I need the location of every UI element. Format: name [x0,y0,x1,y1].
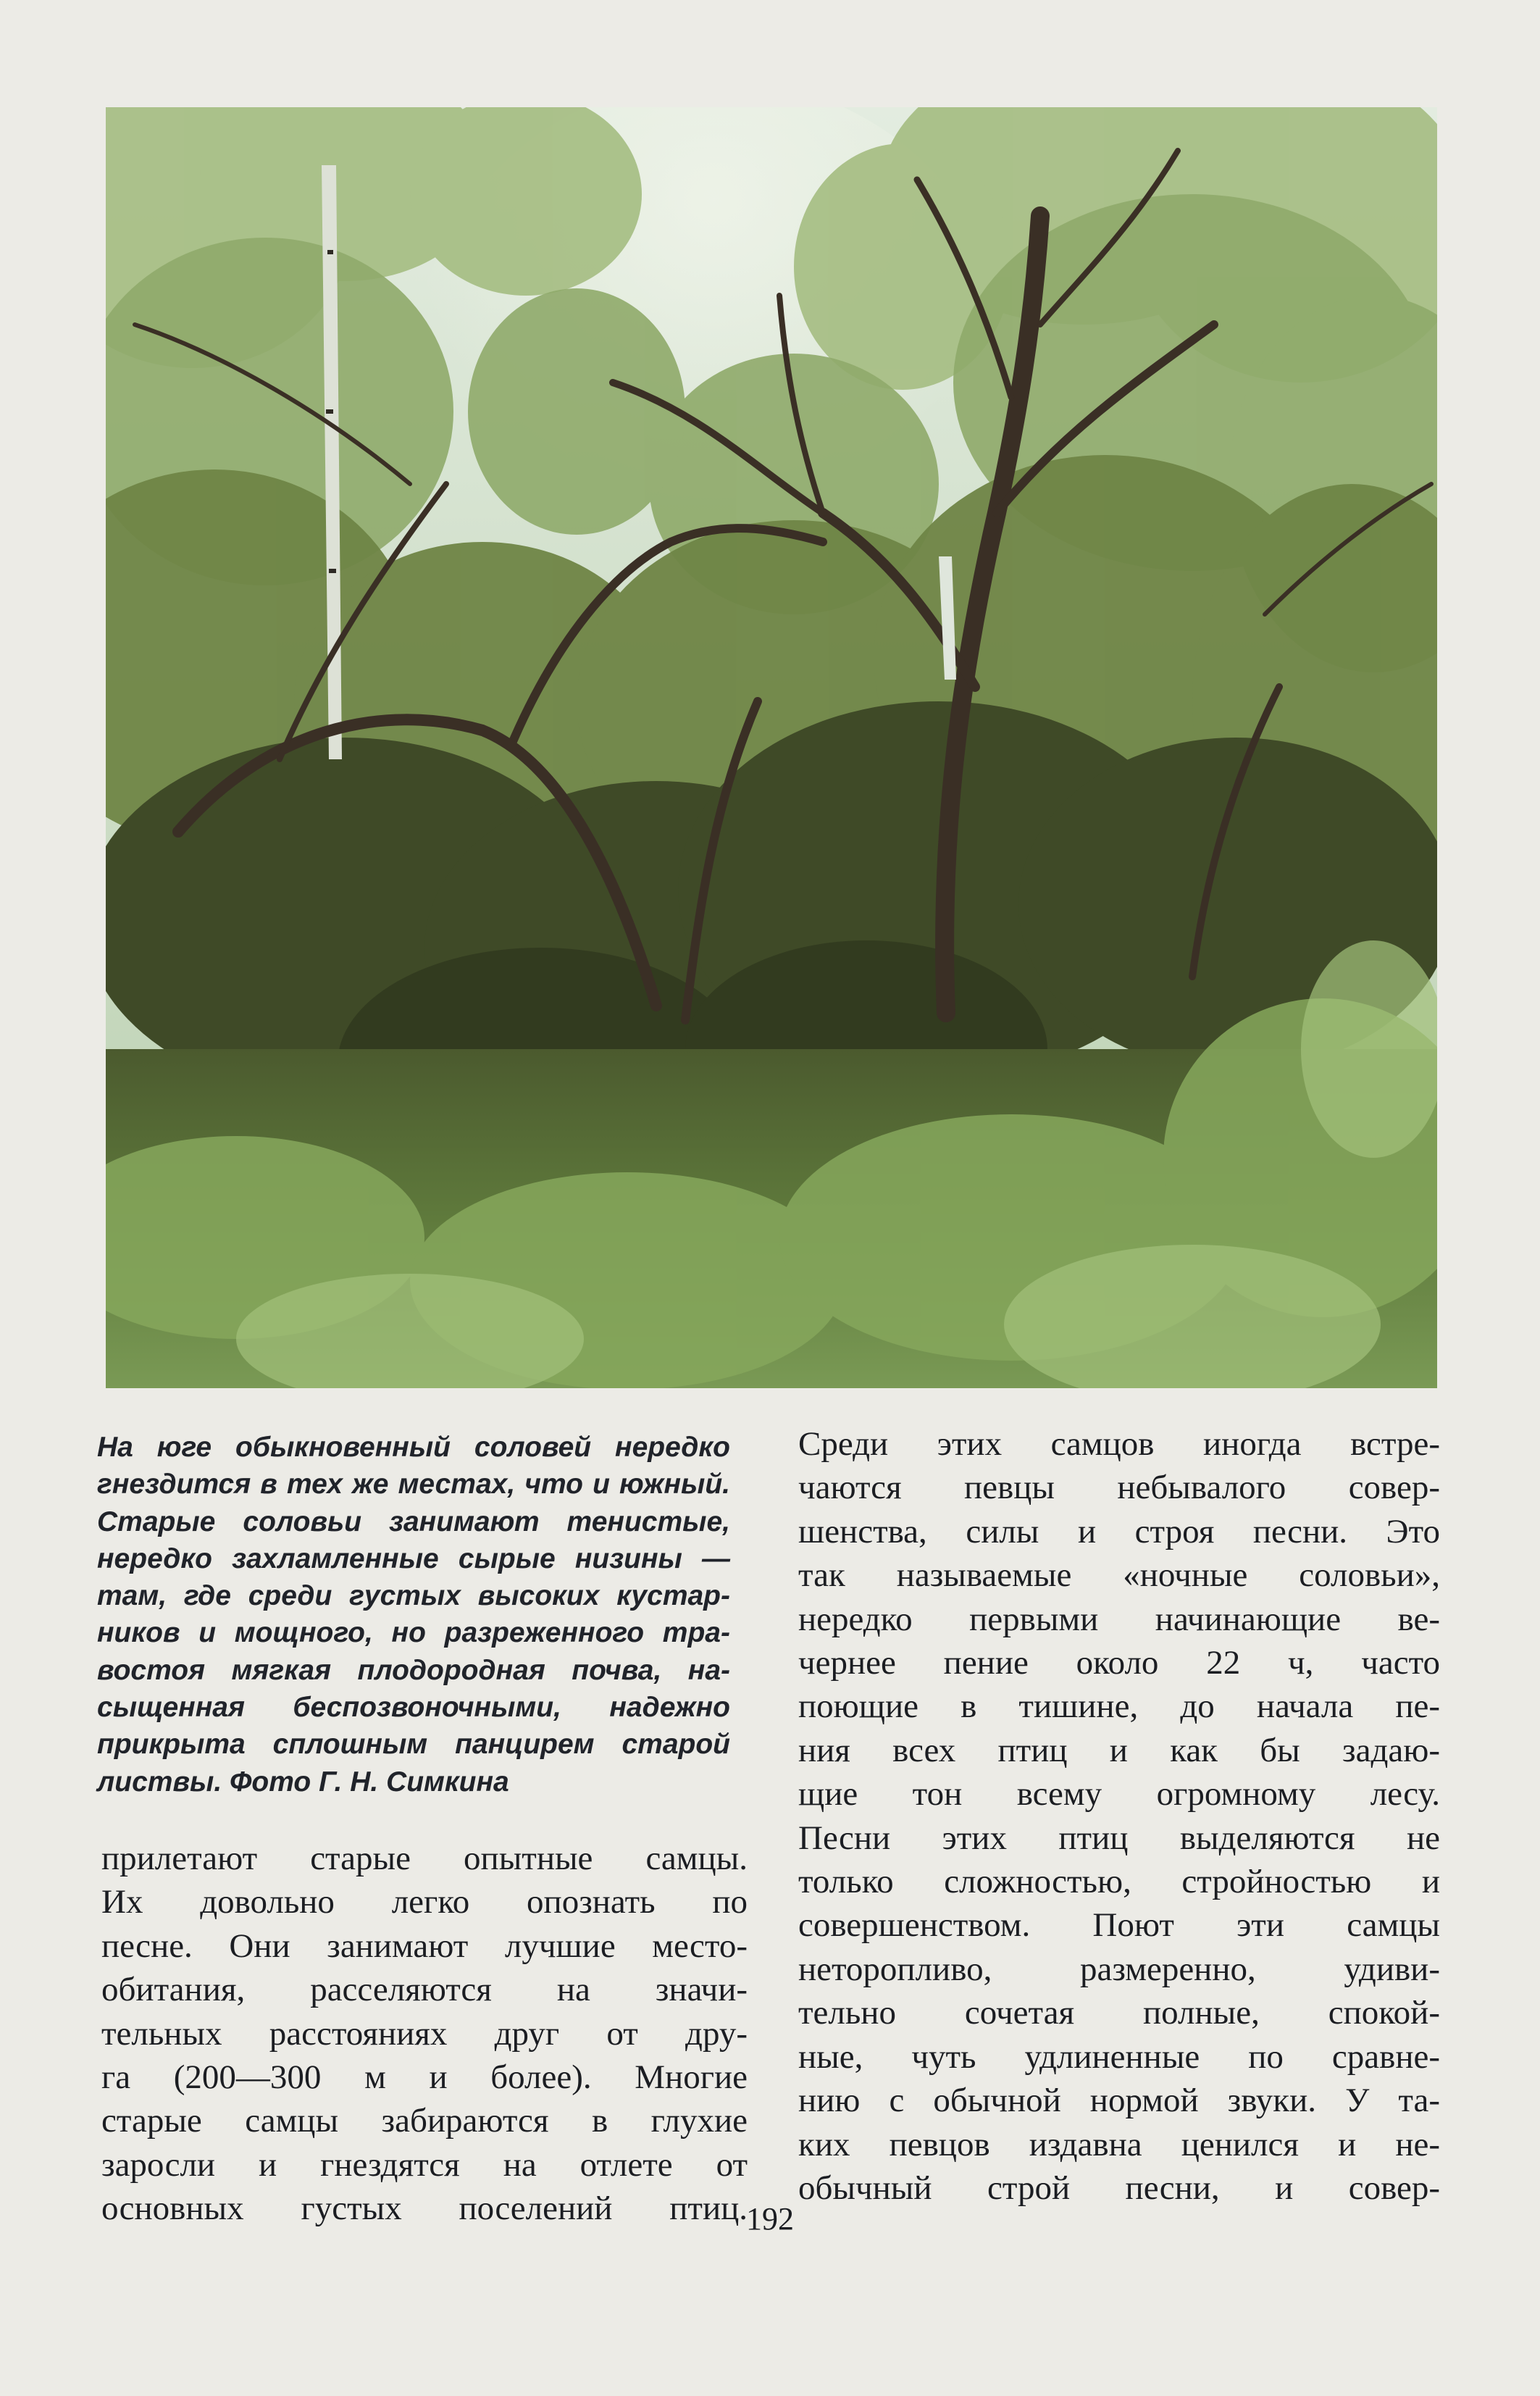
text-line: Среди этих самцов иногда встре- [798,1425,1440,1463]
text-line: тельных расстояниях друг от дру- [101,2014,748,2053]
caption-line: прикрыта сплошным панцирем старой [97,1729,730,1761]
text-line: Песни этих птиц выделяются не [798,1819,1440,1857]
text-line: только сложностью, стройностью и [798,1863,1440,1901]
text-line: обитания, расселяются на значи- [101,1971,748,2009]
text-line: так называемые «ночные соловьи», [798,1556,1440,1595]
text-line: неторопливо, размеренно, удиви- [798,1950,1440,1988]
text-line: основных густых поселений птиц. [101,2190,748,2228]
text-line: нию с обычной нормой звуки. У та- [798,2082,1440,2120]
caption-line: востоя мягкая плодородная почва, на- [97,1654,730,1686]
forest-photo [106,107,1437,1388]
text-line: чаются певцы небывалого совер- [798,1469,1440,1507]
text-line: песне. Они занимают лучшие место- [101,1927,748,1965]
text-line: щие тон всему огромному лесу. [798,1775,1440,1813]
text-line: ные, чуть удлиненные по сравне- [798,2037,1440,2076]
left-text-column [101,1837,748,2231]
right-text-column [798,1422,1440,2210]
text-line: обычный строй песни, и совер- [798,2168,1440,2207]
text-line: поющие в тишине, до начала пе- [798,1687,1440,1726]
caption-line: листвы. Фото Г. Н. Симкина [97,1766,509,1798]
text-line: Их довольно легко опознать по [101,1883,748,1921]
page-number: 192 [746,2201,794,2237]
text-line: га (200—300 м и более). Многие [101,2058,748,2097]
forest-photo-icon [106,107,1437,1388]
text-line: ких певцов издавна ценился и не- [798,2125,1440,2163]
text-line: тельно сочетая полные, спокой- [798,1994,1440,2032]
caption-line: нередко захламленные сырые низины — [97,1543,730,1574]
text-line: прилетают старые опытные самцы. [101,1840,748,1877]
text-line: нередко первыми начинающие ве- [798,1600,1440,1638]
text-line: старые самцы забираются в глухие [101,2102,748,2140]
text-line: совершенством. Поют эти самцы [798,1906,1440,1945]
photo-caption [97,1429,730,1800]
text-line: заросли и гнездятся на отлете от [101,2145,748,2184]
caption-line: На юге обыкновенный соловей нередко [97,1432,730,1463]
text-line: чернее пение около 22 ч, часто [798,1644,1440,1682]
caption-line: сыщенная беспозвоночными, надежно [97,1692,730,1724]
caption-line: гнездится в тех же местах, что и южный. [97,1469,730,1500]
caption-line: Старые соловьи занимают тенистые, [97,1506,730,1537]
text-line: шенства, силы и строя песни. Это [798,1512,1440,1550]
caption-line: ников и мощного, но разреженного тра- [97,1617,730,1649]
caption-line: там, где среди густых высоких кустар- [97,1580,730,1612]
text-line: ния всех птиц и как бы задаю- [798,1731,1440,1769]
